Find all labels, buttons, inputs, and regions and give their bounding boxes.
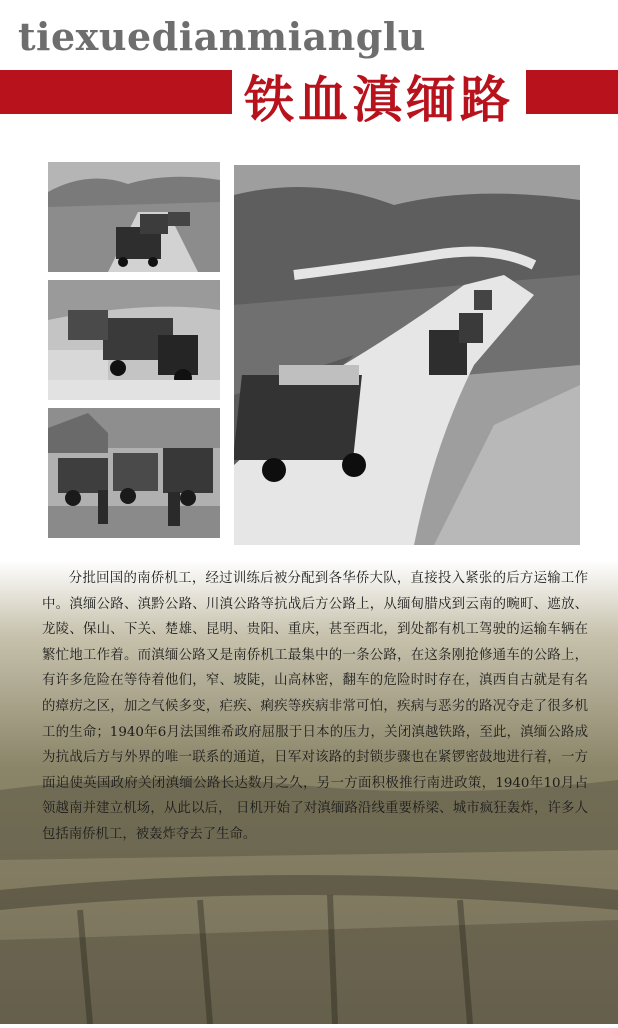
article-body: 分批回国的南侨机工，经过训练后被分配到各华侨大队，直接投入紧张的后方运输工作中。滇缅公路、滇黔公路、川滇公路等抗战后方公路上，从缅甸腊戍到云南的畹町、遮放、龙陵、保山、下关、楚雄、昆明、贵阳、重庆，甚至西北，到处都有机工驾驶的运输车辆在繁忙地工作着。而滇缅公路又是南侨机工最集中的一条公路，在这条刚抢修通车的公路上，有许多危险在等待着他们，窄、坡陡，山高林密，翻车的危险时时存在，滇西自古就是有名的瘴疠之区，加之气候多变，疟疾、痢疾等疾病非常可怕，疾病与恶劣的路况夺走了很多机工的生命；1940年6月法国维希政府屈服于日本的压力，关闭滇越铁路，至此，滇缅公路成为抗战后方与外界的唯一联系的通道，日军对该路的封锁步骤也在紧锣密鼓地进行着，一方面迫使英国政府关闭滇缅公路长达数月之久，另一方面积极推行南进政策，1940年10月占领越南并建立机场，从此以后， 日机开始了对滇缅路沿线重要桥梁、城市疯狂轰炸，许多人包括南侨机工，被轰炸夺去了生命。 bbox=[42, 571, 588, 842]
convoy-photo bbox=[48, 162, 220, 272]
pinyin-title: tiexuedianmianglu bbox=[18, 14, 426, 59]
mountain-road-photo bbox=[234, 165, 580, 545]
trucks-photo bbox=[48, 280, 220, 400]
vehicle-park-photo bbox=[48, 408, 220, 538]
page-title: 铁血滇缅路 bbox=[244, 71, 514, 129]
header-bar-right bbox=[526, 70, 618, 114]
header-bar-left bbox=[0, 70, 232, 114]
